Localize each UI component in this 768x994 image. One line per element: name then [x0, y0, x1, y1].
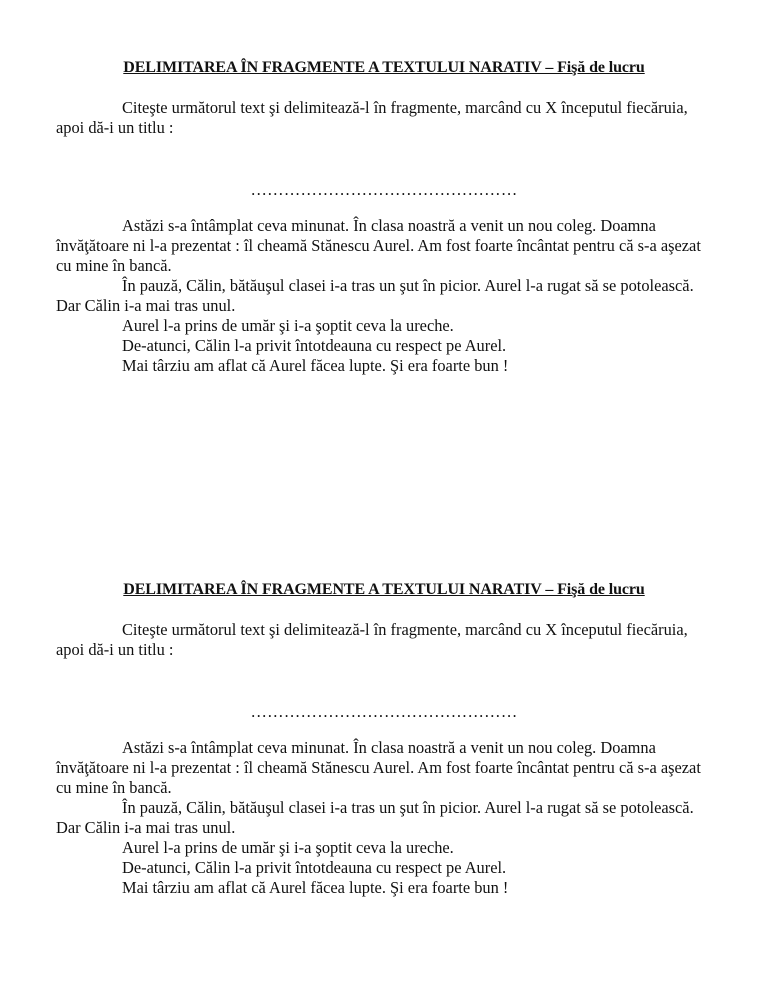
story-paragraph: De-atunci, Călin l-a privit întotdeauna cu respect pe Aurel.: [122, 336, 507, 355]
story-paragraph: Astăzi s-a întâmplat ceva minunat. În clasa noastră a venit un nou coleg. Doamna învăţătoare ni l-a prezentat : îl cheamă Stănescu Aurel. Am fost foarte încântat pentru că s-a aşezat cu mine în bancă.: [56, 738, 701, 797]
title-placeholder-dots: …………………………………………: [250, 702, 518, 721]
story-paragraph: În pauză, Călin, bătăuşul clasei i-a tras un şut în picior. Aurel l-a rugat să se potolească. Dar Călin i-a mai tras unul.: [56, 798, 694, 837]
story-paragraph: Mai târziu am aflat că Aurel făcea lupte. Şi era foarte bun !: [122, 878, 509, 897]
story-paragraph: Aurel l-a prins de umăr şi i-a şoptit ceva la ureche.: [122, 316, 454, 335]
worksheet-1: [56, 58, 712, 376]
title-placeholder-dots: …………………………………………: [250, 180, 518, 199]
worksheet-title: DELIMITAREA ÎN FRAGMENTE A TEXTULUI NARATIV – Fişă de lucru: [123, 59, 645, 76]
worksheet-instruction: Citeşte următorul text şi delimitează-l în fragmente, marcând cu X începutul fiecăruia, apoi dă-i un titlu :: [56, 620, 688, 659]
story-paragraph: Mai târziu am aflat că Aurel făcea lupte. Şi era foarte bun !: [122, 356, 509, 375]
story-paragraph: Aurel l-a prins de umăr şi i-a şoptit ceva la ureche.: [122, 838, 454, 857]
worksheet-title: DELIMITAREA ÎN FRAGMENTE A TEXTULUI NARATIV – Fişă de lucru: [123, 581, 645, 598]
story-text: [56, 216, 712, 376]
story-text: [56, 738, 712, 898]
story-paragraph: Astăzi s-a întâmplat ceva minunat. În clasa noastră a venit un nou coleg. Doamna învăţătoare ni l-a prezentat : îl cheamă Stănescu Aurel. Am fost foarte încântat pentru că s-a aşezat cu mine în bancă.: [56, 216, 701, 275]
worksheet-2: [56, 580, 712, 898]
story-paragraph: De-atunci, Călin l-a privit întotdeauna cu respect pe Aurel.: [122, 858, 507, 877]
worksheet-instruction: Citeşte următorul text şi delimitează-l în fragmente, marcând cu X începutul fiecăruia, apoi dă-i un titlu :: [56, 98, 688, 137]
story-paragraph: În pauză, Călin, bătăuşul clasei i-a tras un şut în picior. Aurel l-a rugat să se potolească. Dar Călin i-a mai tras unul.: [56, 276, 694, 315]
